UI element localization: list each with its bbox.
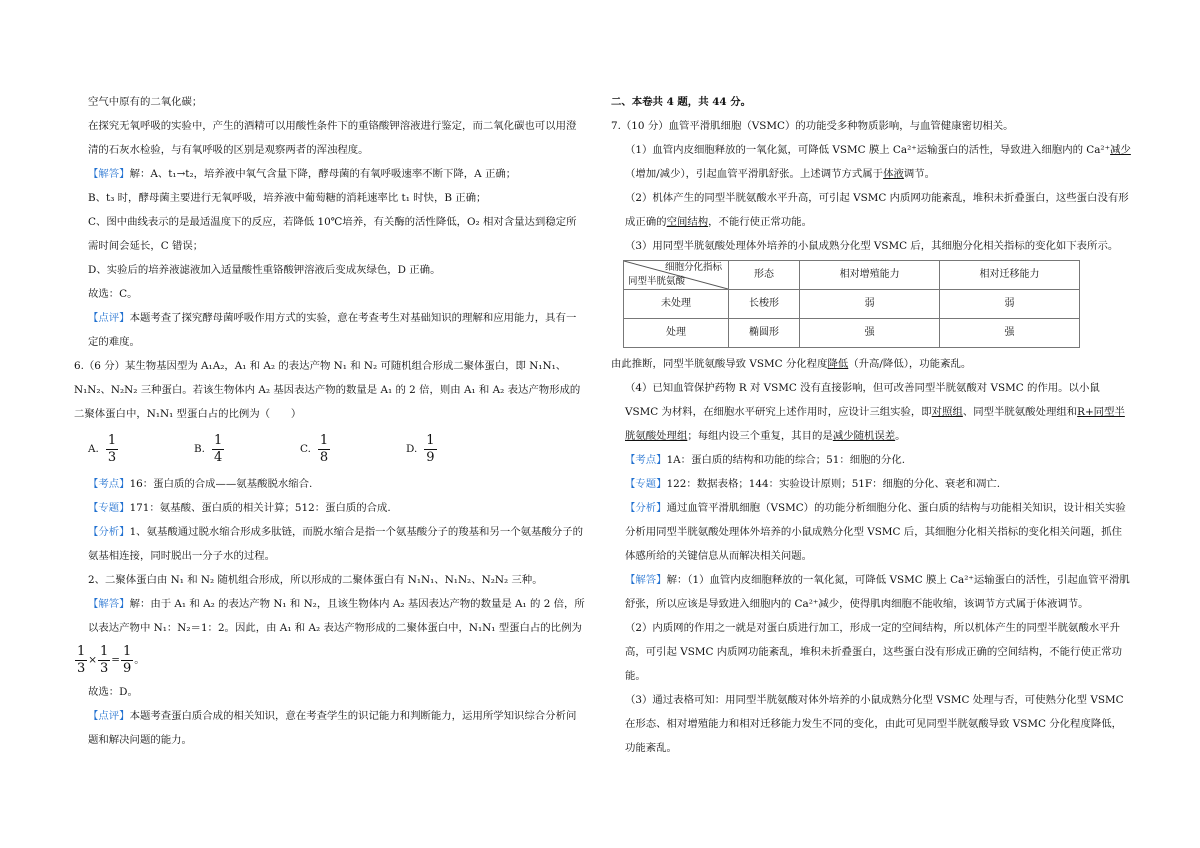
table-header: 形态 <box>729 261 800 290</box>
question-6: 6.（6 分）某生物基因型为 A₁A₂，A₁ 和 A₂ 的表达产物 N₁ 和 N₂ 可随机组合形成二聚体蛋白，即 N₁N₁、N₁N₂、N₂N₂ 三种蛋白。若该生物体内 A₂ 基因表达产物的数量是 A₁ 的 2 倍，则由 A₁ 和 A₂ 表达产物形成的二聚体蛋白中，N₁N₁ 型蛋白占的比例为（ ） <box>74 360 581 420</box>
option-b: B. $\frac{1}{4}$ <box>194 432 223 465</box>
tag-fenxi: 【分析】 <box>88 526 130 538</box>
tag-zhuanti: 【专题】 <box>625 478 667 490</box>
question-7: 7.（10 分）血管平滑肌细胞（VSMC）的功能受多种物质影响，与血管健康密切相关。 <box>611 120 1014 132</box>
options-row <box>88 426 586 472</box>
point-7: 【考点】1A：蛋白质的结构和功能的综合；51：细胞的分化. <box>625 454 906 466</box>
answer-c: C、图中曲线表示的是最适温度下的反应，若降低 10℃培养，有关酶的活性降低，O₂ 相对含量达到稳定所需时间会延长，C 错误； <box>88 216 577 252</box>
solution-6: 【解答】解：由于 A₁ 和 A₂ 的表达产物 N₁ 和 N₂，且该生物体内 A₂ 基因表达产物的数量是 A₁ 的 2 倍，所以表达产物中 N₁：N₂＝1：2。因此，由 A₁ 和 A₂ 表达产物形成的二聚体蛋白中，N₁N₁ 型蛋白占的比例为 <box>88 598 585 634</box>
tag-kaodian: 【考点】 <box>88 478 130 490</box>
option-a: A. $\frac{1}{3}$ <box>88 432 117 465</box>
tag-jieda: 【解答】 <box>88 168 130 180</box>
calc-line: $\frac{1}{3}$ × $\frac{1}{3}$ = $\frac{1}{9}$ 。 <box>77 643 145 676</box>
table-cell: 强 <box>800 319 940 348</box>
row-label: 未处理 <box>624 290 729 319</box>
fraction: $\frac{1}{8}$ <box>319 432 329 465</box>
answer-blank: 减少 <box>1110 144 1131 156</box>
paragraph: 在探究无氧呼吸的实验中，产生的酒精可以用酸性条件下的重铬酸钾溶液进行鉴定，而二氧化碳也可以用澄清的石灰水检验，与有氧呼吸的区别是观察两者的浑浊程度。 <box>88 120 577 156</box>
answer-blank: 对照组 <box>931 406 963 418</box>
answer-blank: 降低 <box>827 358 849 370</box>
tag-kaodian: 【考点】 <box>625 454 667 466</box>
diagonal-header-cell: 细胞分化指标 同型半胱氨酸 <box>624 261 729 290</box>
right-column <box>611 90 1132 760</box>
q7-part1: （1）血管内皮细胞释放的一氧化氮，可降低 VSMC 膜上 Ca²⁺运输蛋白的活性，导致进入细胞内的 Ca²⁺减少（增加/减少），引起血管平滑肌舒张。上述调节方式属于体液调节。 <box>625 144 1131 180</box>
table-row <box>624 290 1080 319</box>
fraction: $\frac{1}{4}$ <box>213 432 223 465</box>
comment-5: 【点评】本题考查了探究酵母菌呼吸作用方式的实验，意在考查考生对基础知识的理解和应用能力，具有一定的难度。 <box>88 312 577 348</box>
table-header: 相对迁移能力 <box>940 261 1080 290</box>
q7-part3-intro: （3）用同型半胱氨酸处理体外培养的小鼠成熟分化型 VSMC 后，其细胞分化相关指标的变化如下表所示。 <box>625 240 1119 252</box>
left-column <box>74 90 586 752</box>
table-cell: 椭圆形 <box>729 319 800 348</box>
table-cell: 弱 <box>940 290 1080 319</box>
tag-dianping: 【点评】 <box>88 312 130 324</box>
table-cell: 长梭形 <box>729 290 800 319</box>
paragraph: （2）内质网的作用之一就是对蛋白质进行加工，形成一定的空间结构，所以机体产生的同型半胱氨酸水平升高，可引起 VSMC 内质网功能紊乱，堆积未折叠蛋白，这些蛋白没有形成正确的空间结构，不能行使正常功能。 <box>625 622 1123 682</box>
q7-part4: （4）已知血管保护药物 R 对 VSMC 没有直接影响，但可改善同型半胱氨酸对 VSMC 的作用。以小鼠 VSMC 为材料，在细胞水平研究上述作用时，应设计三组实验，即对照组、同型半胱氨酸处理组和R+同型半胱氨酸处理组；每组内设三个重复，其目的是减少随机误差。 <box>625 382 1125 442</box>
tag-fenxi: 【分析】 <box>625 502 667 514</box>
table-row <box>624 319 1080 348</box>
table-header: 相对增殖能力 <box>800 261 940 290</box>
option-c: C. $\frac{1}{8}$ <box>300 432 329 465</box>
point-6: 【考点】16：蛋白质的合成——氨基酸脱水缩合. <box>88 478 313 490</box>
answer-a: 【解答】解：A、t₁→t₂，培养液中氧气含量下降，酵母菌的有氧呼吸速率不断下降，A 正确； <box>88 168 517 180</box>
option-d: D. $\frac{1}{9}$ <box>406 432 435 465</box>
topic-6: 【专题】171：氨基酸、蛋白质的相关计算；512：蛋白质的合成. <box>88 502 391 514</box>
paragraph: 空气中原有的二氧化碳； <box>88 96 203 108</box>
tag-jieda: 【解答】 <box>88 598 130 610</box>
paragraph: 2、二聚体蛋白由 N₁ 和 N₂ 随机组合形成，所以形成的二聚体蛋白有 N₁N₁、N₁N₂、N₂N₂ 三种。 <box>88 574 543 586</box>
q7-part3-conclusion: 由此推断，同型半胱氨酸导致 VSMC 分化程度降低（升高/降低），功能紊乱。 <box>611 358 972 370</box>
answer-blank: 减少随机误差 <box>832 430 896 442</box>
fraction: $\frac{1}{3}$ <box>100 643 109 676</box>
paragraph: （3）通过表格可知：用同型半胱氨酸对体外培养的小鼠成熟分化型 VSMC 处理与否，可使熟分化型 VSMC 在形态、相对增殖能力和相对迁移能力发生不同的变化，由此可见同型半胱氨酸导致 VSMC 分化程度降低，功能紊乱。 <box>625 694 1124 754</box>
analysis-6: 【分析】1、氨基酸通过脱水缩合形成多肽链，而脱水缩合是指一个氨基酸分子的羧基和另一个氨基酸分子的氨基相连接，同时脱出一分子水的过程。 <box>88 526 583 562</box>
q7-part2: （2）机体产生的同型半胱氨酸水平升高，可引起 VSMC 内质网功能紊乱，堆积未折叠蛋白，这些蛋白没有形成正确的空间结构，不能行使正常功能。 <box>625 192 1129 228</box>
row-label: 处理 <box>624 319 729 348</box>
tag-zhuanti: 【专题】 <box>88 502 130 514</box>
data-table <box>623 260 1080 348</box>
answer-blank: 体液 <box>883 168 904 180</box>
fraction: $\frac{1}{3}$ <box>77 643 86 676</box>
choice-line: 故选：D。 <box>88 686 138 698</box>
tag-jieda: 【解答】 <box>625 574 667 586</box>
solution-7: 【解答】解：（1）血管内皮细胞释放的一氧化氮，可降低 VSMC 膜上 Ca²⁺运输蛋白的活性，引起血管平滑肌舒张，所以应该是导致进入细胞内的 Ca²⁺减少，使得肌肉细胞不能收缩，该调节方式属于体液调节。 <box>625 574 1130 610</box>
answer-blank: 空间结构 <box>666 216 709 228</box>
tag-dianping: 【点评】 <box>88 710 130 722</box>
table-cell: 弱 <box>800 290 940 319</box>
comment-6: 【点评】本题考查蛋白质合成的相关知识，意在考查学生的识记能力和判断能力，运用所学知识综合分析问题和解决问题的能力。 <box>88 710 577 746</box>
topic-7: 【专题】122：数据表格；144：实验设计原则；51F：细胞的分化、衰老和凋亡. <box>625 478 1001 490</box>
answer-d: D、实验后的培养液滤液加入适量酸性重铬酸钾溶液后变成灰绿色，D 正确。 <box>88 264 441 276</box>
answer-blank: R+同型半胱氨酸处理组 <box>625 406 1125 442</box>
choice-line: 故选：C。 <box>88 288 138 300</box>
fraction: $\frac{1}{3}$ <box>107 432 117 465</box>
answer-b: B、t₃ 时，酵母菌主要进行无氧呼吸，培养液中葡萄糖的消耗速率比 t₁ 时快，B 正确； <box>88 192 487 204</box>
table-header-row <box>624 261 1080 290</box>
analysis-7: 【分析】通过血管平滑肌细胞（VSMC）的功能分析细胞分化、蛋白质的结构与功能相关知识，设计相关实验分析用同型半胱氨酸处理体外培养的小鼠成熟分化型 VSMC 后，其细胞分化相关指标的变化相关问题，抓住体感所给的关键信息从而解决相关问题。 <box>625 502 1126 562</box>
fraction: $\frac{1}{9}$ <box>123 643 132 676</box>
table-cell: 强 <box>940 319 1080 348</box>
fraction: $\frac{1}{9}$ <box>426 432 435 465</box>
section-heading: 二、本卷共 4 题，共 44 分。 <box>611 96 752 108</box>
